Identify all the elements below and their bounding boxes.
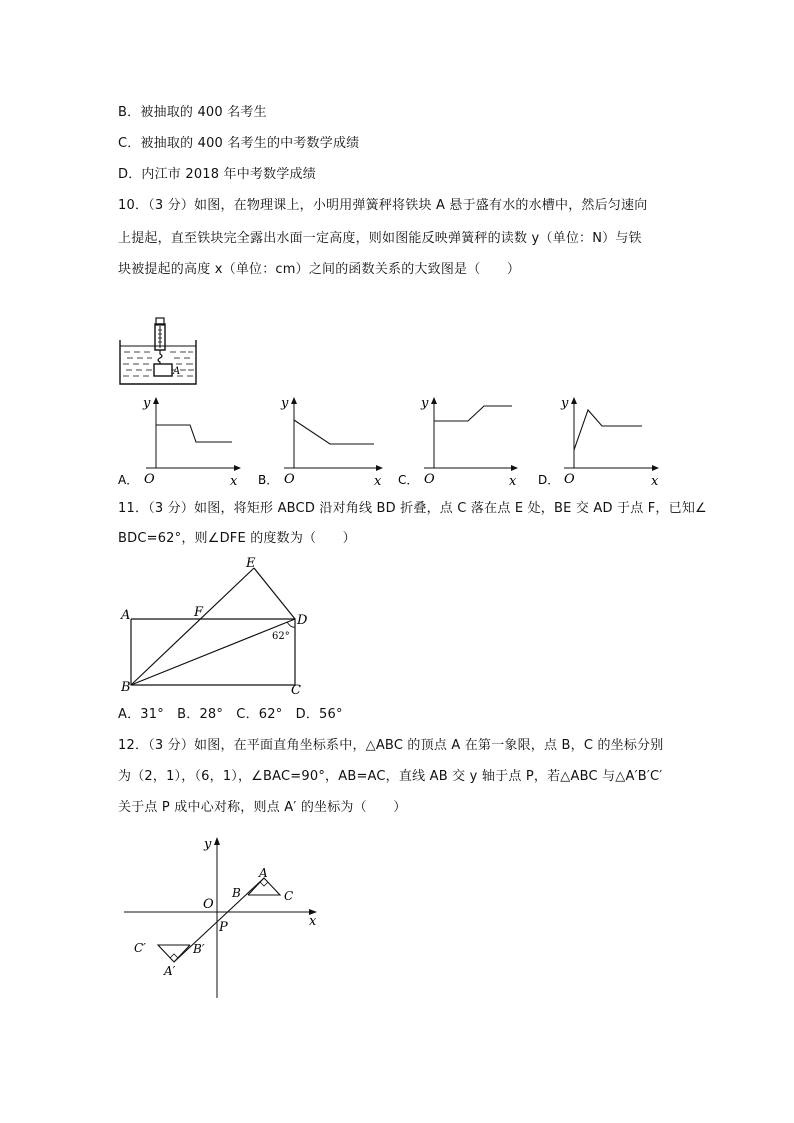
origin-label: O <box>564 472 575 487</box>
point-p-label: P <box>219 920 228 935</box>
q10-apparatus-figure <box>118 316 198 386</box>
point-a-label: A <box>121 608 131 623</box>
q12-text-line-3: 关于点 P 成中心对称，则点 A′ 的坐标为（ ） <box>118 800 407 815</box>
y-axis-label: y <box>204 837 212 852</box>
point-d-label: D <box>297 613 308 628</box>
point-c-prime-label: C′ <box>134 941 146 955</box>
y-axis-label: y <box>143 396 151 411</box>
q10-text-line-2: 上提起，直至铁块完全露出水面一定高度，则如图能反映弹簧秤的读数 y（单位：N）与铁 <box>118 231 642 246</box>
q12-text-line-1: 12．（3 分）如图，在平面直角坐标系中，△ABC 的顶点 A 在第一象限，点 B，C 的坐标分别 <box>118 738 664 753</box>
point-a-label: A <box>259 866 268 880</box>
origin-label: O <box>203 897 214 912</box>
y-axis-label: y <box>561 396 569 411</box>
q11-options: A．31° B．28° C．62° D．56° <box>118 707 343 722</box>
q10-option-a-graph <box>118 392 243 489</box>
option-b-text: B．被抽取的 400 名考生 <box>118 105 267 120</box>
q12-coordinate-figure <box>120 834 330 1002</box>
point-a-prime-label: A′ <box>164 964 176 978</box>
angle-label: 62° <box>272 631 290 642</box>
block-label: A <box>173 366 181 377</box>
x-axis-label: x <box>374 474 382 489</box>
q10-option-c-graph <box>398 392 523 489</box>
y-axis-label: y <box>281 396 289 411</box>
option-letter: B． <box>258 473 279 487</box>
point-b-prime-label: B′ <box>193 942 205 956</box>
point-f-label: F <box>194 605 204 620</box>
q10-option-d-graph <box>538 392 663 489</box>
origin-label: O <box>144 472 155 487</box>
option-letter: A． <box>118 473 139 487</box>
q10-text-line-3: 块被提起的高度 x（单位：cm）之间的函数关系的大致图是（ ） <box>118 262 521 277</box>
origin-label: O <box>424 472 435 487</box>
option-c-text: C．被抽取的 400 名考生的中考数学成绩 <box>118 136 360 151</box>
x-axis-label: x <box>230 474 238 489</box>
option-letter: D． <box>538 473 560 487</box>
x-axis-label: x <box>309 914 317 929</box>
option-d-text: D．内江市 2018 年中考数学成绩 <box>118 167 316 182</box>
point-b-label: B <box>121 680 131 695</box>
q10-text-line-1: 10．（3 分）如图，在物理课上，小明用弹簧秤将铁块 A 悬于盛有水的水槽中，然后匀速向 <box>118 198 648 213</box>
q11-figure <box>115 552 315 697</box>
point-b-label: B <box>232 886 241 900</box>
point-c-label: C <box>284 889 294 903</box>
x-axis-label: x <box>651 474 659 489</box>
q11-text-line-1: 11．（3 分）如图，将矩形 ABCD 沿对角线 BD 折叠，点 C 落在点 E 处，BE 交 AD 于点 F，已知∠ <box>118 501 707 516</box>
y-axis-label: y <box>421 396 429 411</box>
q11-text-line-2: BDC=62°，则∠DFE 的度数为（ ） <box>118 531 356 546</box>
origin-label: O <box>284 472 295 487</box>
q12-text-line-2: 为（2，1），（6，1），∠BAC=90°，AB=AC，直线 AB 交 y 轴于点 P，若△ABC 与△A′B′C′ <box>118 769 663 784</box>
point-e-label: E <box>246 556 256 571</box>
option-letter: C． <box>398 473 419 487</box>
x-axis-label: x <box>509 474 517 489</box>
q10-option-b-graph <box>258 392 388 489</box>
point-c-label: C <box>291 683 301 698</box>
